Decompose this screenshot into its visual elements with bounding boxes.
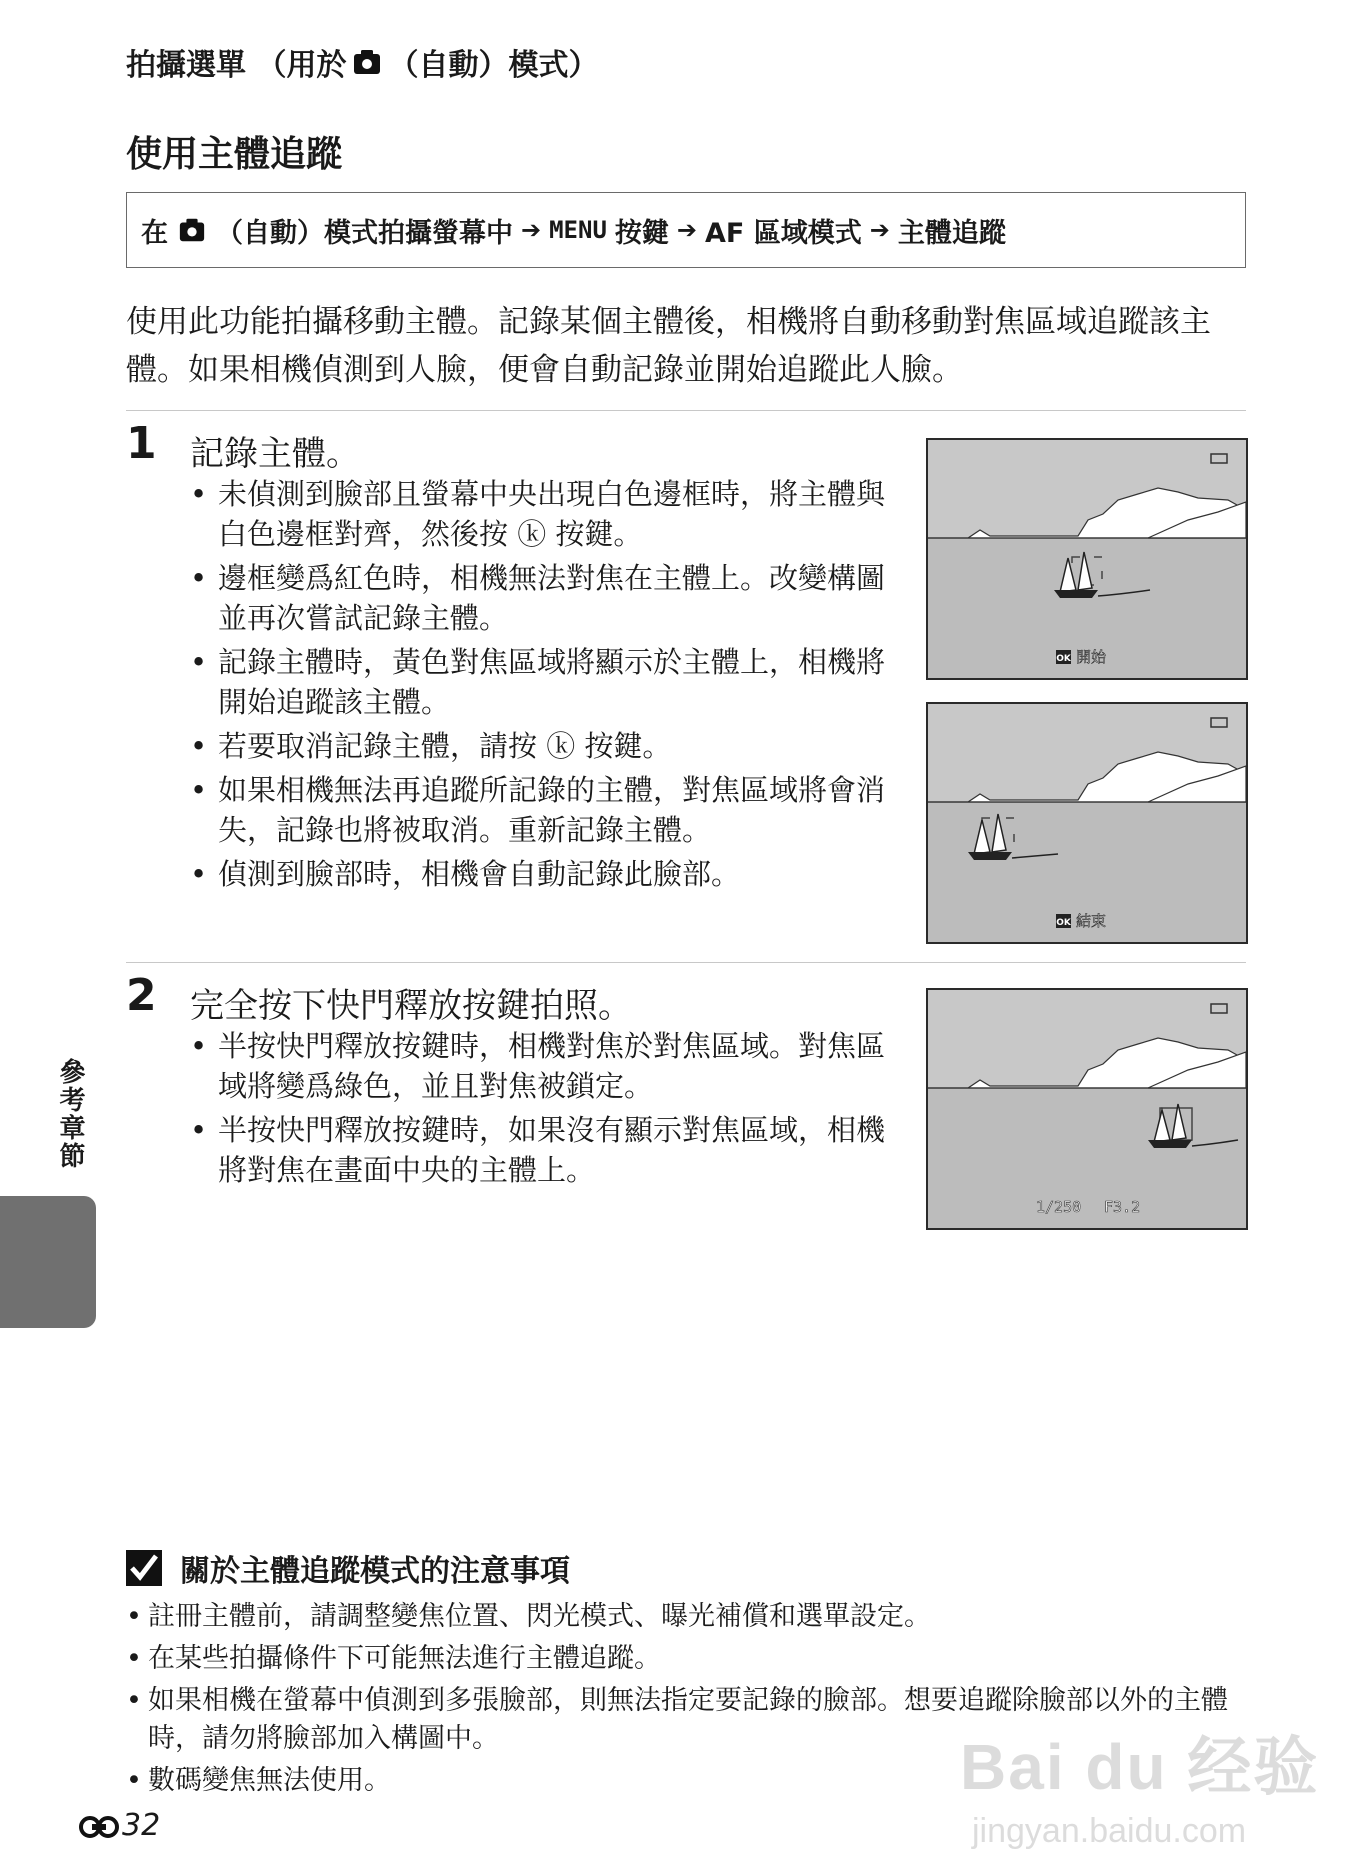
list-item: • 未偵測到臉部且螢幕中央出現白色邊框時，將主體與白色邊框對齊，然後按 ⓚ 按鍵。 [190,474,890,554]
list-item: • 半按快門釋放按鍵時，相機對焦於對焦區域。對焦區域將變爲綠色，並且對焦被鎖定。 [190,1026,890,1106]
list-item: • 註冊主體前，請調整變焦位置、閃光模式、曝光補償和選單設定。 [126,1598,1266,1636]
list-item: • 若要取消記錄主體，請按 ⓚ 按鍵。 [190,726,890,766]
watermark-brand: Bai du 经验 [960,1731,1320,1803]
list-item: • 邊框變爲紅色時，相機無法對焦在主體上。改變構圖並再次嘗試記錄主體。 [190,558,890,638]
arrow-right-icon: ➔ [869,216,890,244]
nav-menu-suffix: 按鍵 [614,217,669,249]
list-item: • 如果相機在螢幕中偵測到多張臉部，則無法指定要記錄的臉部。想要追蹤除臉部以外的主體時，請勿將臉部加入構圖中。 [126,1682,1266,1758]
shutter-speed-readout: 1/250 [1036,1198,1082,1216]
step-1-bullets [190,474,890,898]
arrow-right-icon: ➔ [676,216,698,244]
header-text-pre: 拍攝選單 （用於 [126,48,347,83]
step-2-number: 2 [126,970,157,1021]
notes-title-text: 關於主體追蹤模式的注意事項 [180,1554,570,1589]
intro-paragraph: 使用此功能拍攝移動主體。記錄某個主體後，相機將自動移動對焦區域追蹤該主體。如果相機偵測到人臉，便會自動記錄並開始追蹤此人臉。 [126,304,1211,388]
list-item: • 記錄主體時，黃色對焦區域將顯示於主體上，相機將開始追蹤該主體。 [190,642,890,722]
camera-auto-icon [178,216,206,244]
arrow-right-icon: ➔ [521,216,542,244]
nav-af-area: AF 區域模式 [705,217,862,249]
nav-mode: （自動）模式拍攝螢幕中 [216,217,513,249]
camera-screen-2 [926,702,1248,944]
screen-2-hint: 結束 [1076,912,1107,930]
aperture-readout: F3.2 [1104,1198,1141,1216]
watermark [960,1716,1319,1851]
ok-label: OK [1056,654,1071,664]
list-item: • 半按快門釋放按鍵時，如果沒有顯示對焦區域，相機將對焦在畫面中央的主體上。 [190,1110,890,1190]
step-2-title: 完全按下快門釋放按鍵拍照。 [190,986,632,1026]
step-2-bullets [190,1026,890,1194]
watermark-url: jingyan.baidu.com [972,1812,1247,1850]
reference-section-icon [78,1813,122,1839]
side-tab-label: 參考章節 [55,1058,85,1170]
camera-screen-3 [926,988,1248,1230]
list-item: • 偵測到臉部時，相機會自動記錄此臉部。 [190,854,890,894]
check-mark-icon [126,1550,162,1586]
list-item: • 在某些拍攝條件下可能無法進行主體追蹤。 [126,1640,1266,1678]
page-number [78,1808,160,1843]
menu-button-label: MENU [549,216,607,244]
section-title: 使用主體追蹤 [126,134,343,175]
divider [126,962,1246,963]
running-header [126,40,598,84]
step-1-number: 1 [126,418,157,469]
header-text-post: （自動）模式） [388,48,599,83]
list-item: • 如果相機無法再追蹤所記錄的主體，對焦區域將會消失，記錄也將被取消。重新記錄主體。 [190,770,890,850]
nav-prefix: 在 [141,217,168,249]
page-number-text: 32 [122,1808,161,1843]
screen-1-hint: 開始 [1076,648,1107,666]
divider [126,410,1246,411]
nav-target: 主體追蹤 [897,217,1006,249]
side-tab-marker [0,1196,96,1328]
ok-label: OK [1056,918,1071,928]
step-1-title: 記錄主體。 [190,434,360,474]
camera-screen-1 [926,438,1248,680]
notes-title [126,1546,570,1590]
list-item: • 數碼變焦無法使用。 [126,1762,1266,1800]
camera-auto-icon [352,47,382,77]
menu-path-box [126,192,1246,268]
